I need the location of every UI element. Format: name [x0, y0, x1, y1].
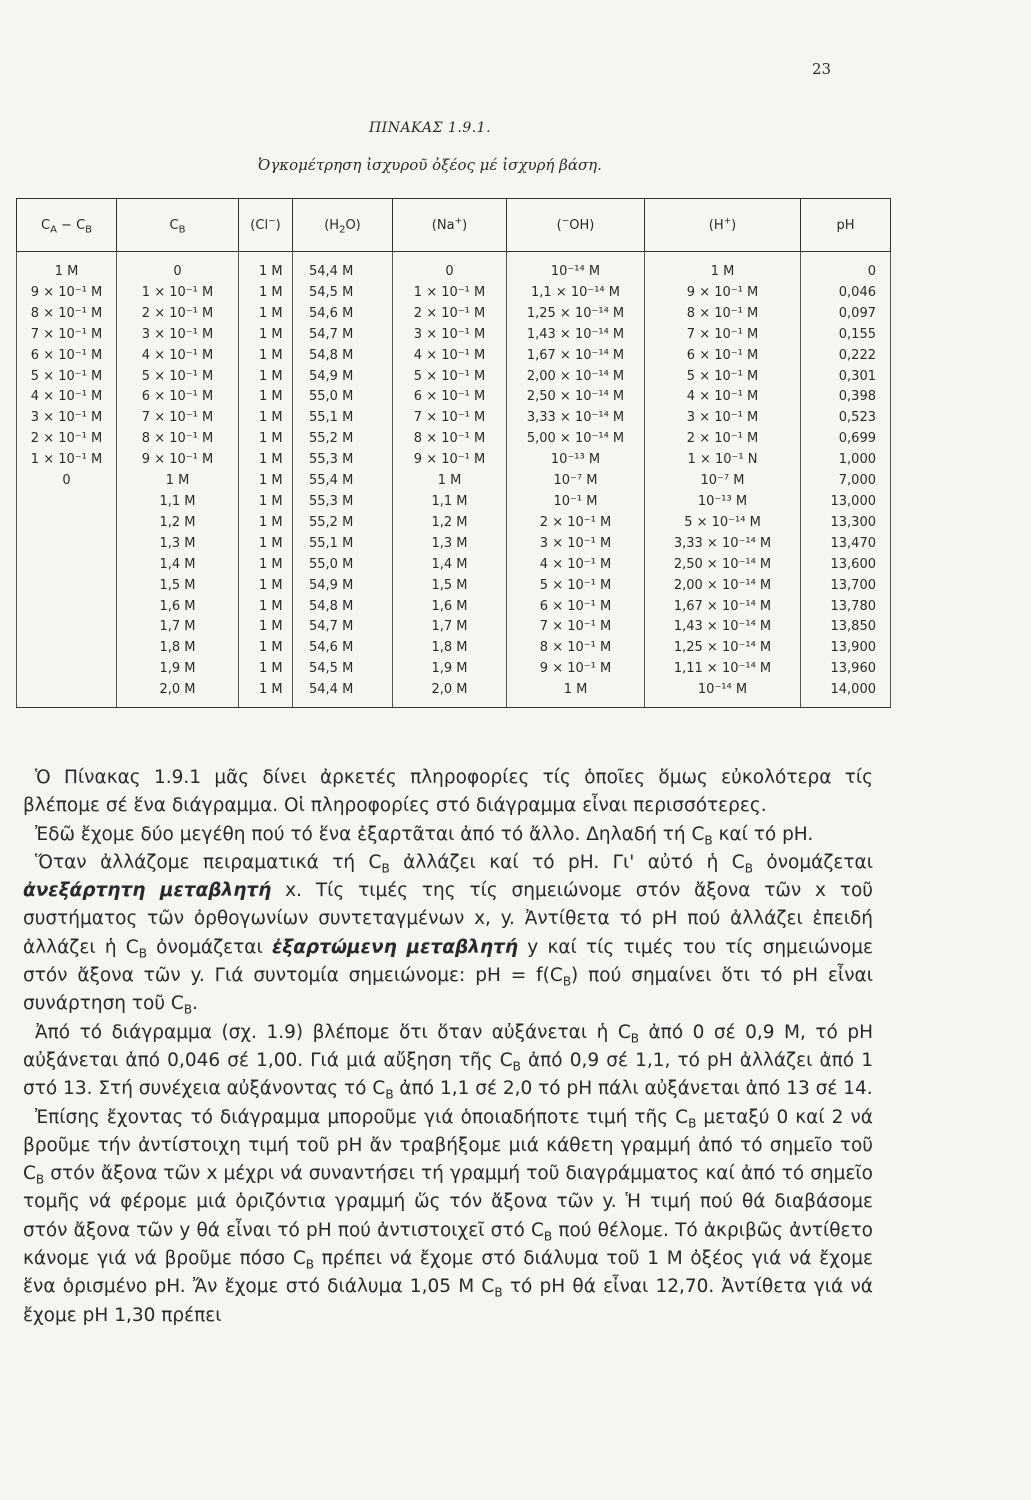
- cell-cl: 1 M: [239, 555, 293, 576]
- cell-h: 10⁻¹³ M: [645, 492, 801, 513]
- cell-ca-minus-cb: [17, 492, 117, 513]
- cell-oh: 1,1 × 10⁻¹⁴ M: [507, 283, 645, 304]
- cell-cb: 2 × 10⁻¹ M: [117, 304, 239, 325]
- cell-h2o: 54,9 M: [293, 576, 393, 597]
- table-row: [17, 576, 891, 597]
- cell-h: 9 × 10⁻¹ M: [645, 283, 801, 304]
- cell-h: 3 × 10⁻¹ M: [645, 408, 801, 429]
- cell-oh: 1,67 × 10⁻¹⁴ M: [507, 346, 645, 367]
- cell-na: 1,8 M: [393, 638, 507, 659]
- cell-ph: 13,000: [801, 492, 891, 513]
- cell-ph: 1,000: [801, 450, 891, 471]
- cell-cb: 1,5 M: [117, 576, 239, 597]
- body-text: [23, 764, 873, 1330]
- cell-ca-minus-cb: 2 × 10⁻¹ M: [17, 429, 117, 450]
- cell-ph: 0,398: [801, 387, 891, 408]
- cell-h2o: 54,6 M: [293, 638, 393, 659]
- cell-oh: 2,00 × 10⁻¹⁴ M: [507, 367, 645, 388]
- cell-na: 1,4 M: [393, 555, 507, 576]
- table-row: [17, 617, 891, 638]
- page-number: 23: [812, 60, 832, 78]
- cell-oh: 10⁻⁷ M: [507, 471, 645, 492]
- table-row: [17, 346, 891, 367]
- cell-h: 3,33 × 10⁻¹⁴ M: [645, 534, 801, 555]
- cell-oh: 4 × 10⁻¹ M: [507, 555, 645, 576]
- cell-ca-minus-cb: 8 × 10⁻¹ M: [17, 304, 117, 325]
- cell-cl: 1 M: [239, 252, 293, 283]
- cell-oh: 6 × 10⁻¹ M: [507, 597, 645, 618]
- cell-na: 0: [393, 252, 507, 283]
- cell-h2o: 54,7 M: [293, 325, 393, 346]
- cell-h: 4 × 10⁻¹ M: [645, 387, 801, 408]
- cell-ca-minus-cb: 4 × 10⁻¹ M: [17, 387, 117, 408]
- cell-cl: 1 M: [239, 429, 293, 450]
- table-row: [17, 471, 891, 492]
- header-cl: (Cl−): [239, 199, 293, 252]
- cell-cb: 9 × 10⁻¹ M: [117, 450, 239, 471]
- paragraph-3: Ὅταν ἀλλάζομε πειραματικά τή $C_B$ ἀλλάζει καί τό pH. Γι' αὐτό ἡ $C_B$ ὀνομάζεται ἀνεξάρτητη μεταβλητή x. Τίς τιμές της τίς σημειώνομε στόν ἄξονα τῶν x τοῦ συστήματος τῶν ὀρθογωνίων συντεταγμένων x, y. Ἀντίθετα τό pH πού ἀλλάζει ἐπειδή ἀλλάζει ἡ $C_B$ ὀνομάζεται ἐξαρτώμενη μεταβλητή y καί τίς τιμές του τίς σημειώνομε στόν ἄξονα τῶν y. Γιά συντομία σημειώνομε: pH = $f(C_B)$ πού σημαίνει ὅτι τό pH εἶναι συνάρτηση τοῦ $C_B$.: [23, 851, 873, 1018]
- header-h2o: $(H_2O)$: [293, 199, 393, 252]
- table-row: [17, 513, 891, 534]
- cell-h: 1 × 10⁻¹ N: [645, 450, 801, 471]
- cell-h: 2 × 10⁻¹ M: [645, 429, 801, 450]
- cell-oh: 1,43 × 10⁻¹⁴ M: [507, 325, 645, 346]
- cell-cb: 3 × 10⁻¹ M: [117, 325, 239, 346]
- cell-na: 1,9 M: [393, 659, 507, 680]
- table-row: [17, 597, 891, 618]
- cell-h2o: 54,4 M: [293, 680, 393, 707]
- cell-h: 2,00 × 10⁻¹⁴ M: [645, 576, 801, 597]
- cell-na: 3 × 10⁻¹ M: [393, 325, 507, 346]
- cell-h: 5 × 10⁻¹ M: [645, 367, 801, 388]
- cell-na: 1,6 M: [393, 597, 507, 618]
- cell-cb: 1 M: [117, 471, 239, 492]
- table-row: [17, 534, 891, 555]
- cell-ph: 13,300: [801, 513, 891, 534]
- cell-cl: 1 M: [239, 597, 293, 618]
- cell-h2o: 55,3 M: [293, 450, 393, 471]
- cell-cb: 1,9 M: [117, 659, 239, 680]
- table-row: [17, 555, 891, 576]
- cell-h: 1,43 × 10⁻¹⁴ M: [645, 617, 801, 638]
- cell-ph: 0,222: [801, 346, 891, 367]
- cell-ph: 0,699: [801, 429, 891, 450]
- cell-h: 10⁻¹⁴ M: [645, 680, 801, 707]
- cell-na: 2 × 10⁻¹ M: [393, 304, 507, 325]
- cell-ph: 13,600: [801, 555, 891, 576]
- cell-h2o: 54,6 M: [293, 304, 393, 325]
- cell-h2o: 54,7 M: [293, 617, 393, 638]
- cell-ph: 0,523: [801, 408, 891, 429]
- cell-cl: 1 M: [239, 367, 293, 388]
- header-h: (H+): [645, 199, 801, 252]
- cell-ph: 0,301: [801, 367, 891, 388]
- titration-table: [16, 198, 891, 708]
- cell-na: 5 × 10⁻¹ M: [393, 367, 507, 388]
- cell-cb: 4 × 10⁻¹ M: [117, 346, 239, 367]
- cell-cb: 1,6 M: [117, 597, 239, 618]
- table-row: [17, 638, 891, 659]
- cell-oh: 5,00 × 10⁻¹⁴ M: [507, 429, 645, 450]
- cell-cb: 1,7 M: [117, 617, 239, 638]
- cell-ca-minus-cb: 5 × 10⁻¹ M: [17, 367, 117, 388]
- cell-cb: 0: [117, 252, 239, 283]
- cell-h: 5 × 10⁻¹⁴ M: [645, 513, 801, 534]
- cell-ca-minus-cb: 0: [17, 471, 117, 492]
- cell-ph: 13,700: [801, 576, 891, 597]
- cell-ca-minus-cb: [17, 555, 117, 576]
- paragraph-5: Ἐπίσης ἔχοντας τό διάγραμμα μποροῦμε γιά ὁποιαδήποτε τιμή τῆς $C_B$ μεταξύ 0 καί 2 νά βροῦμε τήν ἀντίστοιχη τιμή τοῦ pH ἄν τραβήξομε μιά κάθετη γραμμή ἀπό τό σημεῖο τοῦ $C_B$ στόν ἄξονα τῶν x μέχρι νά συναντήσει τή γραμμή τοῦ διαγράμματος καί ἀπό τό σημεῖο τομῆς νά φέρομε μιά ὁριζόντια γραμμή ὥς τόν ἄξονα τῶν y. Ἡ τιμή πού θά διαβάσομε στόν ἄξονα τῶν y θά εἶναι τό pH πού ἀντιστοιχεῖ στό $C_B$ πού θέλομε. Τό ἀκριβῶς ἀντίθετο κάνομε γιά νά βροῦμε πόσο $C_B$ πρέπει νά ἔχομε στό διάλυμα τοῦ 1 M ὀξέος γιά νά ἔχομε ἕνα ὁρισμένο pH. Ἄν ἔχομε στό διάλυμα 1,05 M $C_B$ τό pH θά εἶναι 12,70. Ἀντίθετα γιά νά ἔχομε pH 1,30 πρέπει: [23, 1106, 873, 1326]
- cell-na: 1,3 M: [393, 534, 507, 555]
- cell-oh: 3,33 × 10⁻¹⁴ M: [507, 408, 645, 429]
- table-subtitle: Ὀγκομέτρηση ἰσχυροῦ ὀξέος μέ ἰσχυρή βάση.: [258, 156, 602, 174]
- cell-ca-minus-cb: [17, 680, 117, 707]
- cell-ph: 0,155: [801, 325, 891, 346]
- dependent-variable-term: ἐξαρτώμενη μεταβλητή: [271, 936, 519, 958]
- cell-ph: 13,470: [801, 534, 891, 555]
- cell-cl: 1 M: [239, 450, 293, 471]
- cell-ph: 0: [801, 252, 891, 283]
- cell-na: 1 × 10⁻¹ M: [393, 283, 507, 304]
- cell-ca-minus-cb: 3 × 10⁻¹ M: [17, 408, 117, 429]
- cell-h: 1,25 × 10⁻¹⁴ M: [645, 638, 801, 659]
- cell-h: 2,50 × 10⁻¹⁴ M: [645, 555, 801, 576]
- cell-cl: 1 M: [239, 659, 293, 680]
- cell-ph: 14,000: [801, 680, 891, 707]
- cell-na: 1,5 M: [393, 576, 507, 597]
- table-row: [17, 659, 891, 680]
- cell-ca-minus-cb: [17, 513, 117, 534]
- cell-cb: 1,8 M: [117, 638, 239, 659]
- cell-na: 8 × 10⁻¹ M: [393, 429, 507, 450]
- cell-ca-minus-cb: [17, 534, 117, 555]
- cell-h: 10⁻⁷ M: [645, 471, 801, 492]
- cell-na: 1 M: [393, 471, 507, 492]
- table-header-row: [17, 199, 891, 252]
- cell-ca-minus-cb: [17, 638, 117, 659]
- table-row: [17, 429, 891, 450]
- cell-h2o: 55,1 M: [293, 534, 393, 555]
- cell-cl: 1 M: [239, 325, 293, 346]
- table-row: [17, 304, 891, 325]
- table-row: [17, 325, 891, 346]
- cell-h2o: 54,5 M: [293, 659, 393, 680]
- cell-na: 1,1 M: [393, 492, 507, 513]
- cell-h2o: 55,4 M: [293, 471, 393, 492]
- cell-na: 1,2 M: [393, 513, 507, 534]
- cell-ph: 7,000: [801, 471, 891, 492]
- cell-ph: 0,046: [801, 283, 891, 304]
- cell-oh: 7 × 10⁻¹ M: [507, 617, 645, 638]
- cell-cb: 2,0 M: [117, 680, 239, 707]
- cell-h: 1 M: [645, 252, 801, 283]
- cell-ca-minus-cb: 1 × 10⁻¹ M: [17, 450, 117, 471]
- cell-h: 7 × 10⁻¹ M: [645, 325, 801, 346]
- cell-oh: 5 × 10⁻¹ M: [507, 576, 645, 597]
- cell-cl: 1 M: [239, 346, 293, 367]
- cell-h2o: 55,0 M: [293, 387, 393, 408]
- cell-cb: 1,1 M: [117, 492, 239, 513]
- cell-h2o: 55,2 M: [293, 429, 393, 450]
- cell-ca-minus-cb: [17, 597, 117, 618]
- cell-na: 6 × 10⁻¹ M: [393, 387, 507, 408]
- paragraph-1: Ὁ Πίνακας 1.9.1 μᾶς δίνει ἀρκετές πληροφορίες τίς ὁποῖες ὅμως εὐκολότερα τίς βλέπομε σέ ἕνα διάγραμμα. Οἱ πληροφορίες στό διάγραμμα εἶναι περισσότερες.: [23, 767, 873, 817]
- cell-ca-minus-cb: [17, 659, 117, 680]
- cell-cb: 1,3 M: [117, 534, 239, 555]
- cell-ca-minus-cb: 1 M: [17, 252, 117, 283]
- cell-oh: 10⁻¹³ M: [507, 450, 645, 471]
- cell-ca-minus-cb: 7 × 10⁻¹ M: [17, 325, 117, 346]
- header-ph: pH: [801, 199, 891, 252]
- cell-h2o: 55,1 M: [293, 408, 393, 429]
- cell-cb: 1 × 10⁻¹ M: [117, 283, 239, 304]
- cell-cl: 1 M: [239, 387, 293, 408]
- cell-na: 1,7 M: [393, 617, 507, 638]
- cell-oh: 2 × 10⁻¹ M: [507, 513, 645, 534]
- cell-na: 7 × 10⁻¹ M: [393, 408, 507, 429]
- table-row: [17, 283, 891, 304]
- table-row: [17, 492, 891, 513]
- cell-cb: 1,4 M: [117, 555, 239, 576]
- cell-cb: 5 × 10⁻¹ M: [117, 367, 239, 388]
- cell-cl: 1 M: [239, 304, 293, 325]
- cell-na: 9 × 10⁻¹ M: [393, 450, 507, 471]
- cell-h2o: 54,8 M: [293, 597, 393, 618]
- cell-oh: 1,25 × 10⁻¹⁴ M: [507, 304, 645, 325]
- cell-na: 2,0 M: [393, 680, 507, 707]
- cell-cl: 1 M: [239, 471, 293, 492]
- header-ca-cb: $C_A - C_B$: [17, 199, 117, 252]
- cell-oh: 10⁻¹ M: [507, 492, 645, 513]
- cell-h: 6 × 10⁻¹ M: [645, 346, 801, 367]
- cell-h2o: 55,2 M: [293, 513, 393, 534]
- cell-h2o: 54,4 M: [293, 252, 393, 283]
- cell-cl: 1 M: [239, 492, 293, 513]
- cell-cb: 8 × 10⁻¹ M: [117, 429, 239, 450]
- cell-cb: 1,2 M: [117, 513, 239, 534]
- cell-ca-minus-cb: [17, 576, 117, 597]
- cell-h: 1,67 × 10⁻¹⁴ M: [645, 597, 801, 618]
- cell-ca-minus-cb: 9 × 10⁻¹ M: [17, 283, 117, 304]
- cell-cl: 1 M: [239, 513, 293, 534]
- cell-cl: 1 M: [239, 638, 293, 659]
- cell-h2o: 54,8 M: [293, 346, 393, 367]
- cell-ph: 13,960: [801, 659, 891, 680]
- paragraph-4: Ἀπό τό διάγραμμα (σχ. 1.9) βλέπομε ὅτι ὅταν αὐξάνεται ἡ $C_B$ ἀπό 0 σέ 0,9 M, τό pH αὐξάνεται ἀπό 0,046 σέ 1,00. Γιά μιά αὔξηση τῆς $C_B$ ἀπό 0,9 σέ 1,1, τό pH ἀλλάζει ἀπό 1 στό 13. Στή συνέχεια αὐξάνοντας τό $C_B$ ἀπό 1,1 σέ 2,0 τό pH πάλι αὐξάνεται ἀπό 13 σέ 14.: [23, 1021, 873, 1102]
- cell-h2o: 54,9 M: [293, 367, 393, 388]
- cell-cl: 1 M: [239, 534, 293, 555]
- cell-ca-minus-cb: 6 × 10⁻¹ M: [17, 346, 117, 367]
- cell-oh: 2,50 × 10⁻¹⁴ M: [507, 387, 645, 408]
- cell-cl: 1 M: [239, 408, 293, 429]
- cell-cl: 1 M: [239, 576, 293, 597]
- cell-h2o: 55,3 M: [293, 492, 393, 513]
- cell-cl: 1 M: [239, 617, 293, 638]
- cell-ph: 0,097: [801, 304, 891, 325]
- cell-cl: 1 M: [239, 680, 293, 707]
- cell-h2o: 55,0 M: [293, 555, 393, 576]
- paragraph-2: Ἐδῶ ἔχομε δύο μεγέθη πού τό ἕνα ἐξαρτᾶται ἀπό τό ἄλλο. Δηλαδή τή $C_B$ καί τό pH.: [35, 823, 814, 848]
- cell-h: 1,11 × 10⁻¹⁴ M: [645, 659, 801, 680]
- cell-h: 8 × 10⁻¹ M: [645, 304, 801, 325]
- cell-na: 4 × 10⁻¹ M: [393, 346, 507, 367]
- header-na: (Na+): [393, 199, 507, 252]
- header-cb: $C_B$: [117, 199, 239, 252]
- table-row: [17, 367, 891, 388]
- table-row: [17, 450, 891, 471]
- cell-oh: 8 × 10⁻¹ M: [507, 638, 645, 659]
- cell-ph: 13,850: [801, 617, 891, 638]
- cell-ph: 13,780: [801, 597, 891, 618]
- cell-ca-minus-cb: [17, 617, 117, 638]
- cell-oh: 1 M: [507, 680, 645, 707]
- table-row: [17, 387, 891, 408]
- table-row: [17, 408, 891, 429]
- cell-oh: 10⁻¹⁴ M: [507, 252, 645, 283]
- cell-ph: 13,900: [801, 638, 891, 659]
- independent-variable-term: ἀνεξάρτητη μεταβλητή: [23, 880, 272, 902]
- cell-cb: 6 × 10⁻¹ M: [117, 387, 239, 408]
- table-row: [17, 252, 891, 283]
- table-title: ΠΙΝΑΚΑΣ 1.9.1.: [368, 120, 492, 136]
- table-row: [17, 680, 891, 707]
- cell-cb: 7 × 10⁻¹ M: [117, 408, 239, 429]
- cell-oh: 9 × 10⁻¹ M: [507, 659, 645, 680]
- cell-oh: 3 × 10⁻¹ M: [507, 534, 645, 555]
- header-oh: (−OH): [507, 199, 645, 252]
- cell-cl: 1 M: [239, 283, 293, 304]
- cell-h2o: 54,5 M: [293, 283, 393, 304]
